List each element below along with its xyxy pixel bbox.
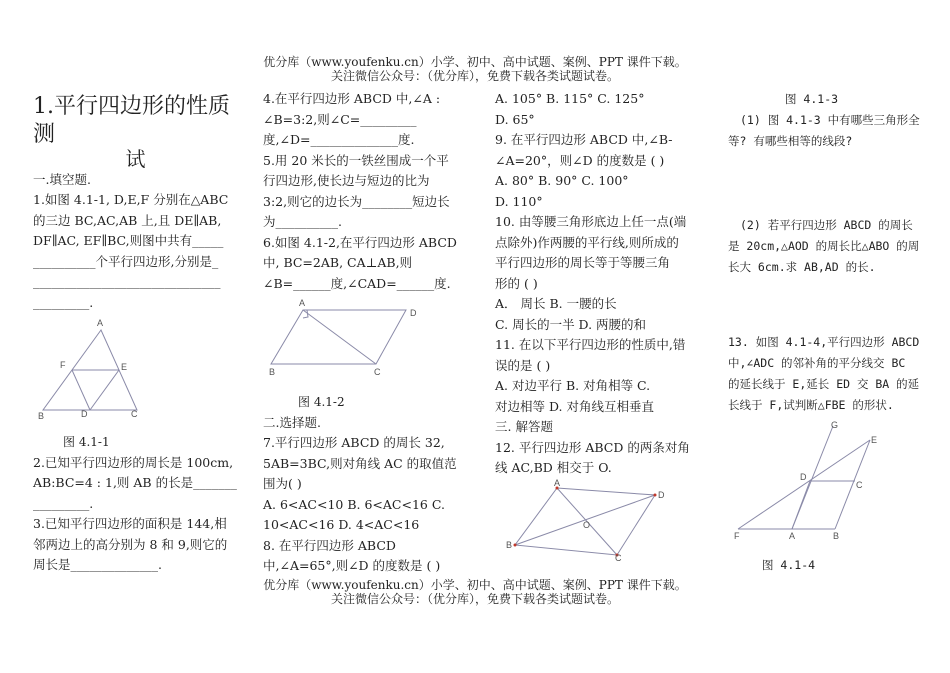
header-line-2: 关注微信公众号：（优分库），免费下载各类试题试卷。	[330, 69, 619, 83]
fig1-label-a: A	[97, 318, 104, 328]
q3-line: 3.已知平行四边形的面积是 144,相	[33, 516, 227, 531]
q12-part2-line: 是 20cm,△AOD 的周长比△ABO 的周	[728, 239, 920, 253]
line-ag	[792, 426, 833, 529]
q12-part2-line: (2) 若平行四边形 ABCD 的周长	[740, 218, 913, 232]
figure-4-1-1	[33, 316, 153, 421]
q9-line: 9. 在平行四边形 ABCD 中,∠B-	[495, 132, 673, 147]
parallelogram-abcd	[271, 310, 406, 364]
q13-line: 中,∠ADC 的邻补角的平分线交 BC	[728, 356, 906, 370]
q8-options: D. 65°	[495, 111, 535, 127]
fig2-label-d: D	[410, 308, 417, 318]
fig3-caption: 图 4.1-3	[785, 92, 839, 106]
fig4-label-f: F	[734, 531, 740, 541]
fig4-label-a: A	[789, 531, 796, 541]
page-header	[0, 55, 950, 83]
q1-line: 1.如图 4.1-1, D,E,F 分别在△ABC	[33, 192, 229, 207]
q10-line: 平行四边形的周长等于等腰三角	[495, 255, 671, 270]
fig4-caption: 图 4.1-4	[762, 558, 816, 572]
page-title-cont: 试	[125, 147, 146, 171]
q2-line: AB:BC=4 : 1,则 AB 的长是_______	[33, 475, 237, 490]
q11-line: 11. 在以下平行四边形的性质中,错	[495, 337, 686, 352]
fig4-label-g: G	[831, 420, 839, 430]
fig3-label-o: O	[583, 520, 591, 530]
column-1	[33, 93, 238, 313]
q8-line: 8. 在平行四边形 ABCD	[263, 537, 396, 553]
q11-line: 对边相等 D. 对角线互相垂直	[495, 398, 654, 414]
fig3-label-c: C	[615, 553, 622, 563]
fig1-label-b: B	[38, 411, 45, 421]
q1-line: ______________________________	[33, 274, 221, 289]
right-angle-mark	[303, 310, 308, 318]
column-1-lower	[33, 432, 238, 576]
q1-line: 的三边 BC,AC,AB 上,且 DE∥AB,	[33, 212, 222, 228]
fig1-label-f: F	[60, 360, 66, 370]
footer-line-1: 优分库（www.youfenku.cn）小学、初中、高中试题、案例、PPT 课件下载。	[263, 578, 687, 592]
q11-line: 误的是 ( )	[495, 357, 551, 373]
q2-line: 2.已知平行四边形的周长是 100cm,	[33, 454, 234, 470]
column-2-lower	[263, 392, 468, 577]
q1-line: _________.	[33, 294, 94, 310]
q7-line: A. 6<AC<10 B. 6<AC<16 C.	[263, 496, 445, 512]
q3-line: 邻两边上的高分别为 8 和 9,则它的	[33, 536, 228, 552]
line-be	[835, 440, 870, 529]
fig2-label-b: B	[269, 367, 276, 377]
figure-4-1-4	[730, 418, 890, 546]
q7-line: 5AB=3BC,则对角线 AC 的取值范	[263, 455, 457, 471]
q2-line: _________.	[33, 495, 94, 511]
segment-de	[90, 370, 119, 410]
q12-part2-line: 长大 6cm.求 AB,AD 的长.	[728, 260, 876, 274]
column-3	[495, 89, 705, 479]
footer-line-2: 关注微信公众号：（优分库），免费下载各类试题试卷。	[330, 592, 619, 606]
fig1-label-c: C	[131, 409, 138, 419]
fig3-label-d: D	[658, 490, 665, 500]
fig1-label-e: E	[121, 362, 128, 372]
fig1-caption: 图 4.1-1	[63, 435, 110, 449]
q7-line: 围为( )	[263, 476, 302, 491]
fig2-caption: 图 4.1-2	[298, 395, 345, 409]
figure-4-1-2	[263, 296, 428, 381]
q10-line: 点除外)作两腰的平行线,则所成的	[495, 234, 679, 250]
fig2-label-c: C	[374, 367, 381, 377]
segment-fd	[72, 370, 90, 410]
fig4-label-e: E	[871, 435, 878, 445]
q5-line: 3:2,则它的边长为________短边长	[263, 193, 450, 209]
fig1-label-d: D	[81, 409, 88, 419]
q6-line: 中, BC=2AB, CA⊥AB,则	[263, 255, 413, 270]
line-fe	[738, 440, 870, 529]
q4-line: 度,∠D=______________度.	[263, 132, 415, 147]
fig4-caption-wrap	[762, 555, 882, 576]
q4-line: 4.在平行四边形 ABCD 中,∠A :	[263, 91, 441, 106]
q4-line: ∠B=3:2,则∠C=_________	[263, 111, 417, 127]
q5-line: 行四边形,使长边与短边的比为	[263, 173, 430, 188]
column-2	[263, 89, 468, 294]
q6-line: 6.如图 4.1-2,在平行四边形 ABCD	[263, 234, 457, 250]
fig3-label-b: B	[506, 540, 513, 550]
q10-line: 形的 ( )	[495, 275, 538, 291]
q10-line: C. 周长的一半 D. 两腰的和	[495, 316, 647, 332]
q1-line: __________个平行四边形,分别是_	[33, 253, 219, 269]
q8-options: A. 105° B. 115° C. 125°	[495, 91, 645, 106]
q9-line: ∠A=20°，则∠D 的度数是 ( )	[495, 152, 665, 168]
section-answers: 三. 解答题	[495, 419, 553, 434]
q13-line: 的延长线于 E,延长 ED 交 BA 的延	[728, 377, 920, 391]
q5-line: 为__________.	[263, 214, 342, 229]
fig3-label-a: A	[554, 478, 561, 488]
section-multiple-choice: 二.选择题.	[263, 414, 321, 430]
q3-line: 周长是______________.	[33, 557, 162, 572]
q13-line: 长线于 F,试判断△FBE 的形状.	[728, 398, 894, 412]
diagonal-ac	[303, 310, 376, 364]
q13-line: 13. 如图 4.1-4,平行四边形 ABCD	[728, 335, 920, 349]
q9-line: D. 110°	[495, 193, 543, 209]
q12-part1-line: 等? 有哪些相等的线段?	[728, 134, 853, 148]
q10-line: A． 周长 B. 一腰的长	[495, 296, 617, 311]
q10-line: 10. 由等腰三角形底边上任一点(端	[495, 214, 687, 229]
section-fill-blank: 一.填空题.	[33, 171, 91, 187]
page-title: 1.平行四边形的性质测	[33, 94, 230, 147]
header-line-1: 优分库（www.youfenku.cn）小学、初中、高中试题、案例、PPT 课件下载。	[263, 55, 687, 69]
q7-line: 7.平行四边形 ABCD 的周长 32,	[263, 435, 445, 450]
figure-4-1-3	[505, 478, 680, 563]
fig4-label-b: B	[833, 531, 840, 541]
column-4	[728, 89, 933, 416]
q11-line: A. 对边平行 B. 对角相等 C.	[495, 378, 651, 393]
q7-line: 10<AC<16 D. 4<AC<16	[263, 517, 420, 532]
q5-line: 5.用 20 米长的一铁丝围成一个平	[263, 152, 449, 168]
q12-part1-line: (1) 图 4.1-3 中有哪些三角形全	[740, 113, 920, 127]
fig4-label-d: D	[800, 472, 807, 482]
q9-line: A. 80° B. 90° C. 100°	[495, 173, 629, 188]
q1-line: DF∥AC, EF∥BC,则图中共有_____	[33, 233, 224, 248]
q8-line: 中,∠A=65°,则∠D 的度数是 ( )	[263, 558, 441, 573]
q12-line: 12. 平行四边形 ABCD 的两条对角	[495, 439, 690, 455]
q6-line: ∠B=______度,∠CAD=______度.	[263, 275, 451, 291]
q12-line: 线 AC,BD 相交于 O.	[495, 460, 612, 475]
fig2-label-a: A	[299, 298, 306, 308]
page-footer	[0, 578, 950, 606]
fig4-label-c: C	[856, 480, 863, 490]
